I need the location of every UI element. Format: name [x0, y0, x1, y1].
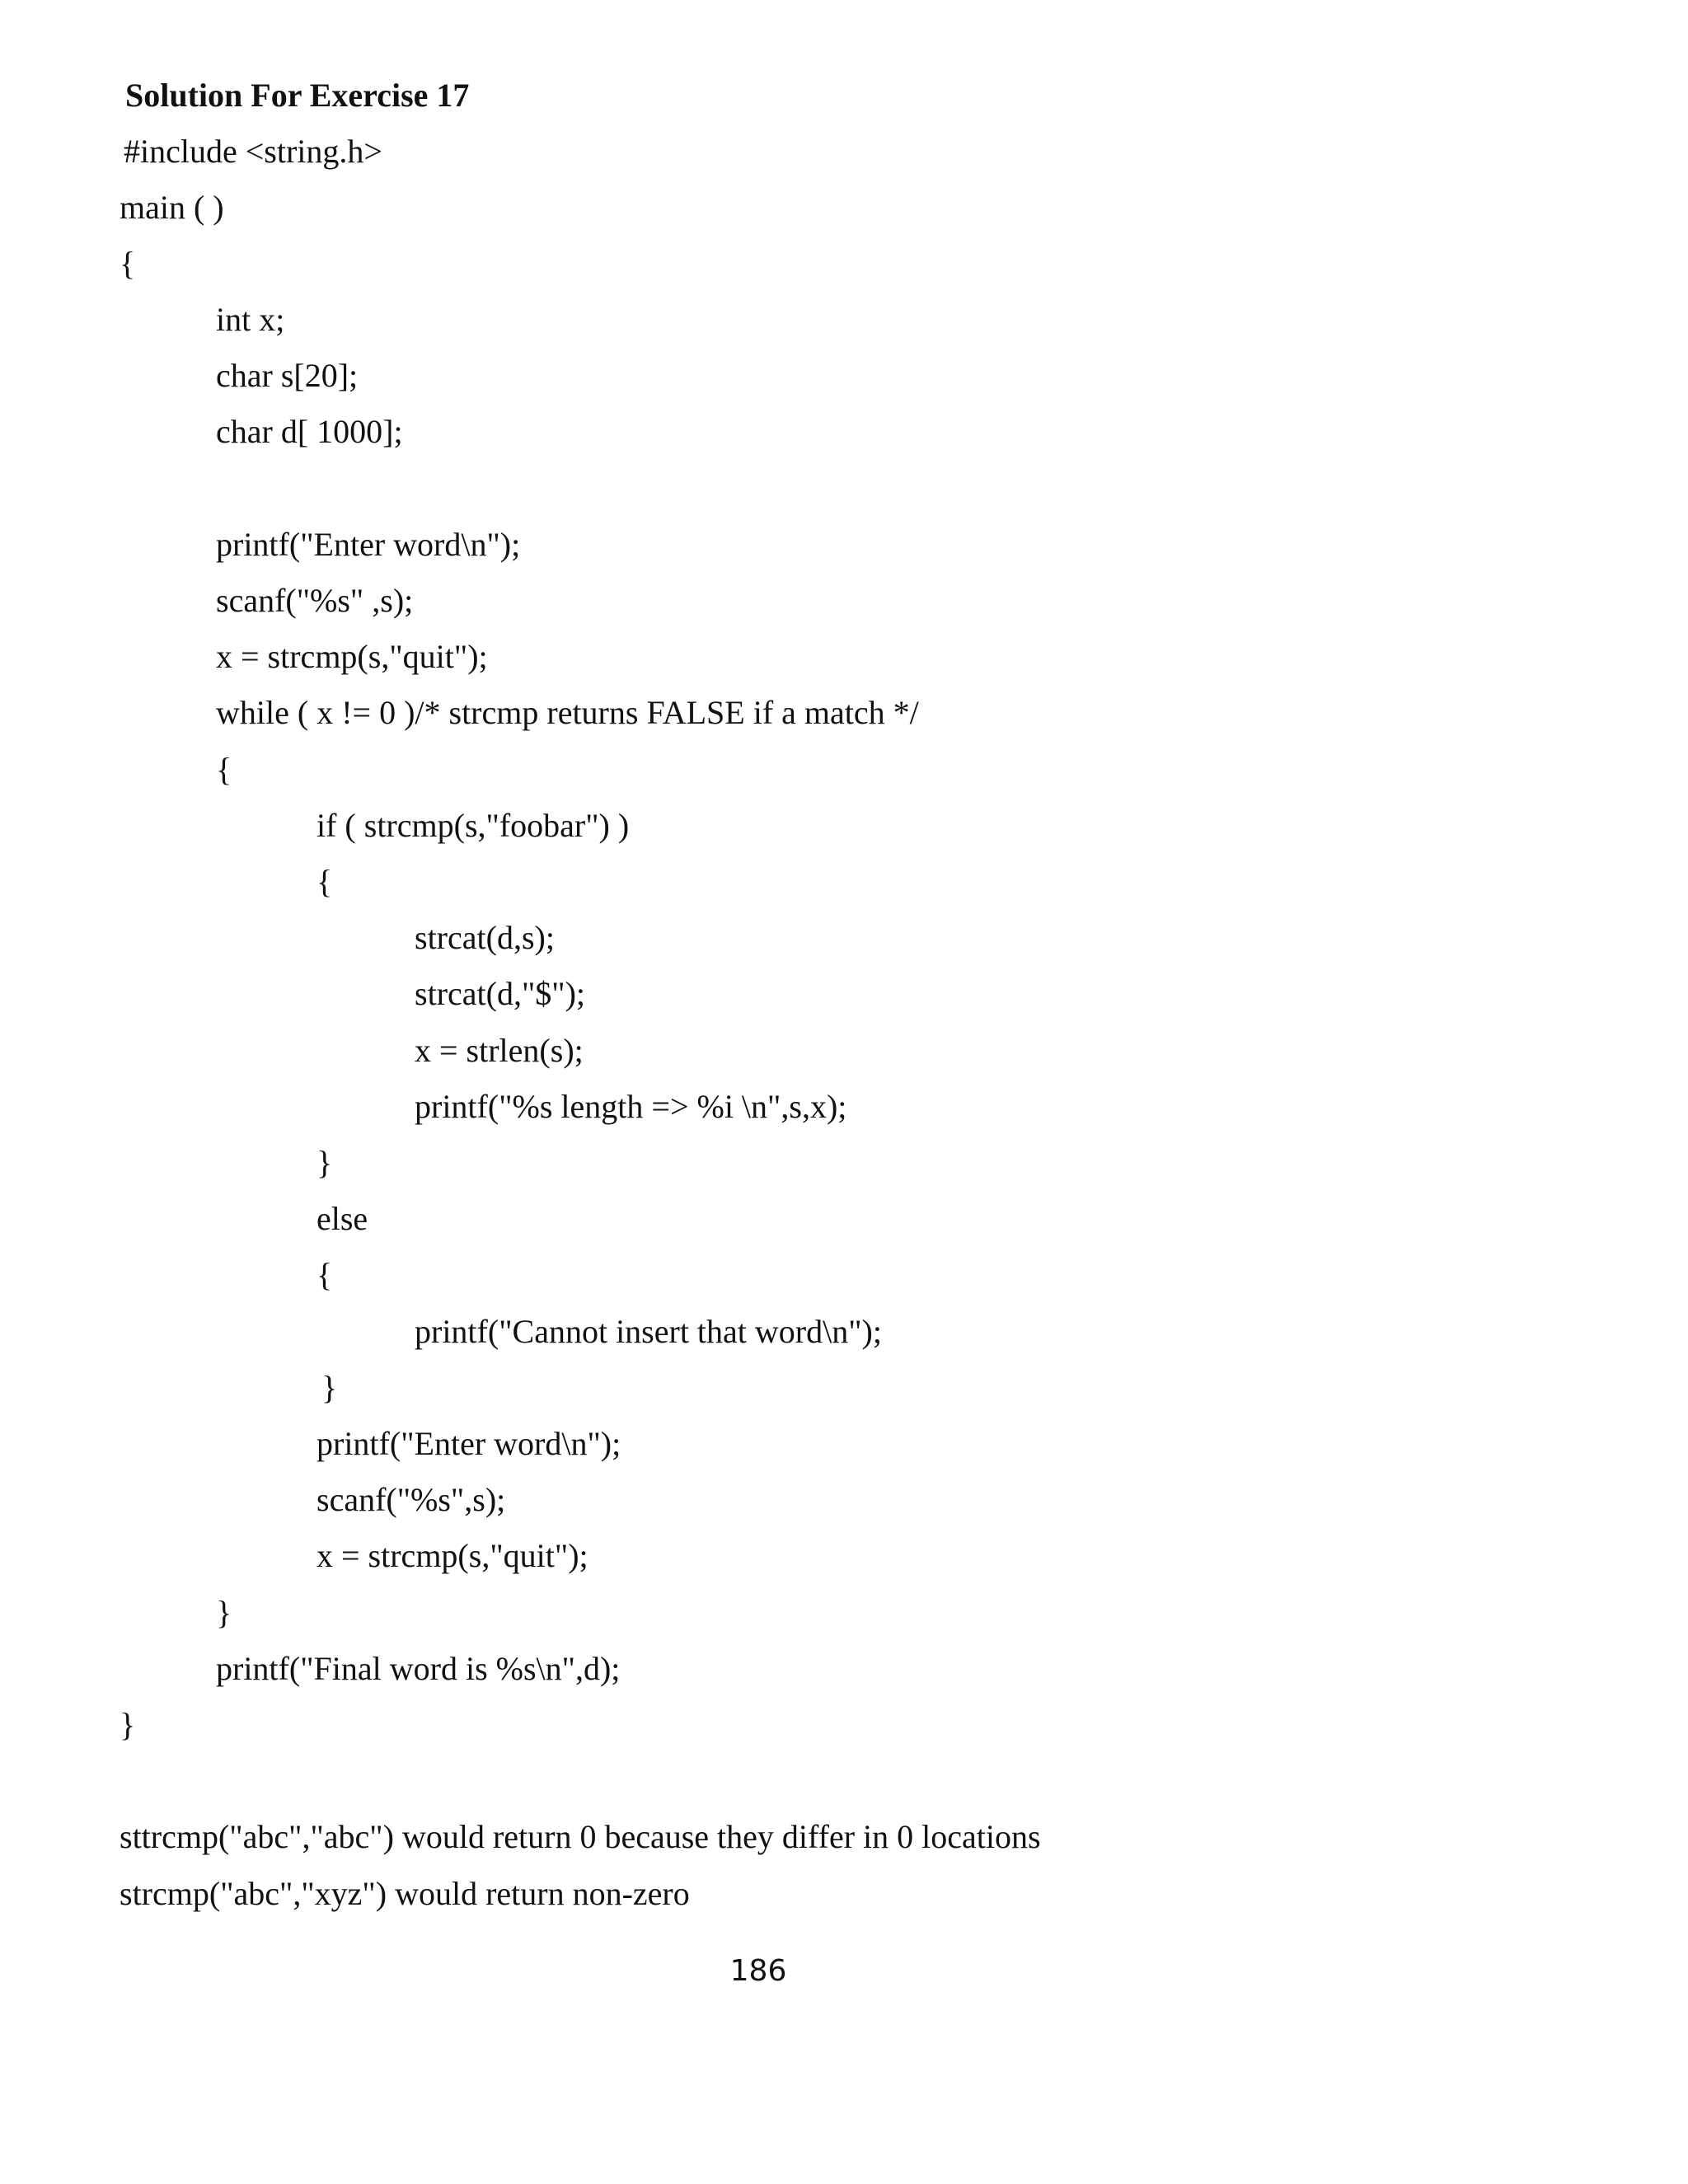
code-line: int x;: [216, 301, 285, 338]
code-line: #include <string.h>: [124, 133, 382, 170]
code-line: printf("Cannot insert that word\n");: [415, 1313, 882, 1350]
code-line: printf("Enter word\n");: [316, 1425, 621, 1462]
page-title: Solution For Exercise 17: [125, 77, 470, 114]
code-line: {: [316, 1256, 333, 1293]
code-line: scanf("%s" ,s);: [216, 582, 414, 619]
code-line: printf("Enter word\n");: [216, 526, 521, 563]
code-line: }: [216, 1594, 232, 1631]
code-line: }: [316, 1144, 333, 1181]
code-line: strcat(d,s);: [415, 919, 555, 956]
code-line: printf("%s length => %i \n",s,x);: [415, 1088, 847, 1125]
code-line: printf("Final word is %s\n",d);: [216, 1650, 621, 1687]
code-line: main ( ): [120, 189, 224, 226]
code-line: x = strcmp(s,"quit");: [216, 638, 488, 675]
note-line: sttrcmp("abc","abc") would return 0 because they differ in 0 locations: [120, 1818, 1041, 1855]
code-line: if ( strcmp(s,"foobar") ): [316, 807, 630, 844]
note-line: strcmp("abc","xyz") would return non-zero: [120, 1875, 690, 1912]
code-line: }: [321, 1369, 338, 1406]
code-line: x = strcmp(s,"quit");: [316, 1537, 588, 1574]
code-line: strcat(d,"$");: [415, 975, 586, 1012]
code-line: {: [216, 751, 232, 788]
code-line: else: [316, 1200, 368, 1237]
page-number: 186: [729, 1954, 787, 1988]
code-line: x = strlen(s);: [415, 1032, 584, 1069]
code-line: while ( x != 0 )/* strcmp returns FALSE if a match */: [216, 694, 919, 731]
code-line: scanf("%s",s);: [316, 1481, 506, 1518]
code-line: char s[20];: [216, 357, 359, 394]
code-line: {: [316, 863, 333, 900]
code-line: {: [120, 245, 136, 282]
code-line: char d[ 1000];: [216, 413, 403, 450]
code-line: }: [120, 1706, 136, 1743]
